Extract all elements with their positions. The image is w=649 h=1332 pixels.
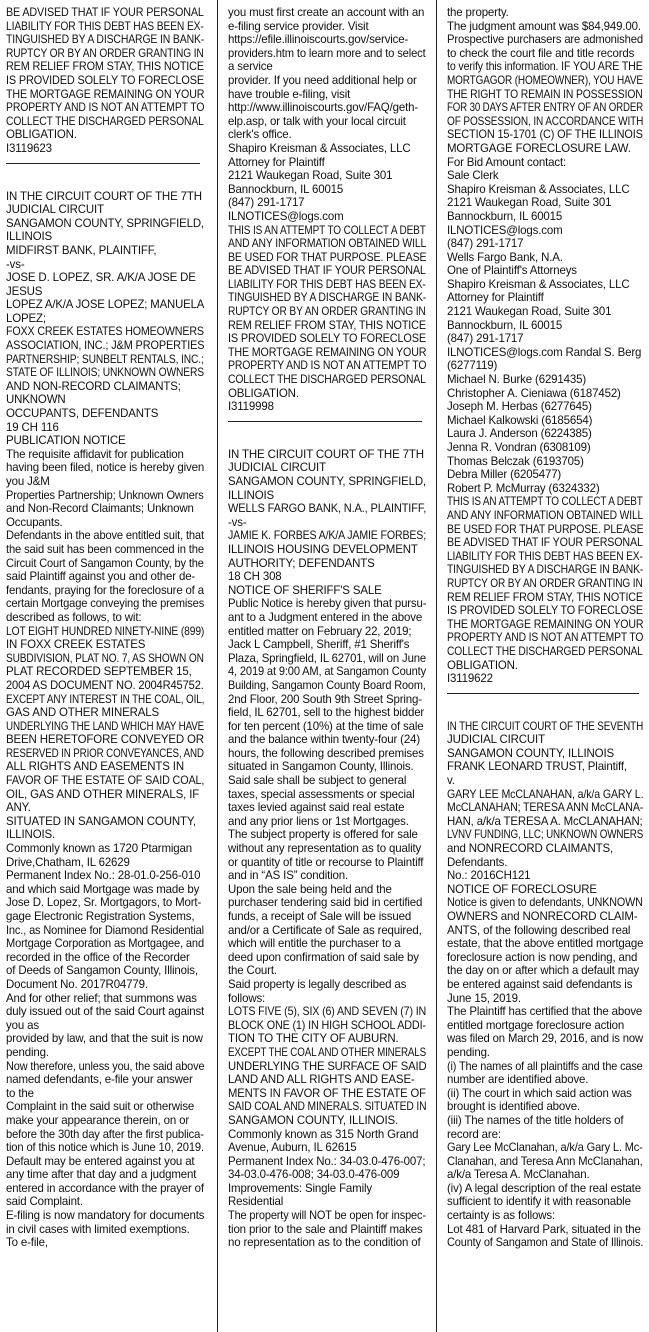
text-line: in civil cases with limited exemptions. (6, 1222, 190, 1236)
text-line: gage Electronic Registration Systems, (6, 910, 195, 923)
text-line: and any prior liens or 1st Mortgages. (228, 814, 409, 828)
text-line: BE USED FOR THAT PURPOSE. PLEASE (447, 522, 644, 536)
text-line: (847) 291-1717 (447, 332, 524, 346)
text-line: record are: (447, 1127, 501, 1141)
text-line: before the 30th day after the first publica- (6, 1127, 204, 1141)
text-line: GAS AND OTHER MINERALS (6, 706, 160, 720)
text-line: Commonly known as 315 North Grand (228, 1127, 419, 1141)
text-line: Attorney for Plaintiff (447, 291, 544, 305)
text-line: ANY. (6, 801, 31, 815)
text-line: IN FOXX CREEK ESTATES (6, 638, 146, 652)
text-line: ant to a Judgment entered in the above (228, 610, 423, 624)
text-line: McCLANAHAN; TERESA ANN McCLANA- (447, 801, 644, 815)
text-line: https://efile.illinoiscourts.gov/service- (228, 33, 409, 47)
text-line: to the (6, 1086, 34, 1100)
text-line: Permanent Index No.: 34-03.0-476-007; (228, 1154, 426, 1168)
text-line: purchaser tendering said bid in certified (228, 896, 423, 910)
text-line: (847) 291-1717 (447, 237, 524, 251)
text-line: 2121 Waukegan Road, Suite 301 (447, 196, 612, 210)
text-line: 34-03.0-476-008; 34-03.0-476-009 (228, 1168, 400, 1182)
text-line: and in “AS IS” condition. (228, 869, 349, 883)
text-line: certain Mortgage conveying the premises (6, 597, 205, 611)
text-line: REM RELIEF FROM STAY, THIS NOTICE (6, 60, 204, 74)
text-line: elp.asp, or talk with your local circuit (228, 114, 406, 128)
text-line: Circuit Court of Sangamon County, by the (6, 556, 204, 570)
text-line: TINGUISHED BY A DISCHARGE IN BANK- (228, 291, 427, 305)
column-3 (447, 6, 645, 1332)
text-line: IN THE CIRCUIT COURT OF THE 7TH (6, 189, 202, 203)
text-line: -vs- (6, 257, 25, 271)
text-line: JUDICIAL CIRCUIT (447, 733, 545, 747)
text-line: ILLINOIS HOUSING DEVELOPMENT (228, 542, 418, 556)
text-line: County of Sangamon and State of Illinois. (447, 1236, 644, 1250)
text-line: Prospective purchasers are admonished (447, 33, 643, 47)
text-line: FRANK LEONARD TRUST, Plaintiff, (447, 760, 627, 774)
text-line: UNDERLYING THE LAND WHICH MAY HAVE (6, 719, 205, 733)
text-line: a/k/a Teresa A. McClanahan. (447, 1168, 590, 1182)
text-line: 2121 Waukegan Road, Suite 301 (228, 169, 393, 183)
text-line: entitled matter on February 22, 2019; (228, 624, 412, 638)
text-line: SANGAMON COUNTY, ILLINOIS. (228, 1113, 399, 1127)
text-line: For Bid Amount contact: (447, 155, 567, 169)
text-line: 19 CH 116 (6, 420, 59, 434)
text-line: Drive,Chatham, IL 62629 (6, 855, 130, 869)
text-line: SANGAMON COUNTY, SPRINGFIELD, (228, 475, 426, 488)
text-line: was filed on March 29, 2016, and is now (447, 1032, 644, 1046)
text-line: THIS IS AN ATTEMPT TO COLLECT A DEBT (228, 223, 426, 237)
text-line: RESERVED IN PRIOR CONVEYANCES, AND (6, 746, 204, 760)
text-line: OIL, GAS AND OTHER MINERALS, IF (6, 787, 200, 801)
text-line: follows: (228, 991, 266, 1005)
text-line: IS PROVIDED SOLELY TO FORECLOSE (447, 604, 643, 618)
text-line: be entered against said defendants is (447, 977, 633, 991)
text-line: LIABILITY FOR THIS DEBT HAS BEEN EX- (228, 277, 426, 291)
text-line: June 15, 2019. (447, 991, 521, 1005)
text-line: Document No. 2017R04779. (6, 977, 148, 991)
text-line: LOPEZ; (6, 311, 46, 325)
text-line: LOTS FIVE (5), SIX (6) AND SEVEN (7) IN (228, 1005, 427, 1019)
text-line: OCCUPANTS, DEFENDANTS (6, 407, 159, 421)
text-line: Sale Clerk (447, 169, 499, 183)
text-line: ILLINOIS (228, 488, 275, 502)
notice-continuation-judgment (447, 6, 645, 686)
notice-publication-midfirst-bank (6, 190, 206, 1250)
text-line: pending. (447, 1045, 490, 1059)
text-line: LIABILITY FOR THIS DEBT HAS BEEN EX- (6, 19, 204, 33)
text-line: ALL RIGHTS AND EASEMENTS IN (6, 760, 184, 774)
column-divider (436, 0, 437, 1332)
column-2 (228, 6, 428, 1332)
text-line: BLOCK ONE (1) IN HIGH SCHOOL ADDI- (228, 1018, 426, 1032)
text-line: Commonly known as 1720 Ptarmigan (6, 842, 193, 856)
text-line: And for other relief; that summons was (6, 991, 197, 1005)
text-line: TINGUISHED BY A DISCHARGE IN BANK- (447, 563, 644, 577)
text-line: Now therefore, unless you, the said above (6, 1059, 205, 1073)
text-line: Inc., as Nominee for Diamond Residential (6, 923, 204, 937)
text-line: JAMIE K. FORBES A/K/A JAMIE FORBES; (228, 529, 427, 543)
text-line: GARY LEE McCLANAHAN, a/k/a GARY L. (447, 787, 644, 801)
text-line: Debra Miller (6205477) (447, 468, 562, 482)
text-line: providers.htm to learn more and to select (228, 46, 426, 60)
text-line: ILLINOIS (6, 230, 53, 244)
text-line: SECTION 15-1701 (C) OF THE ILLINOIS (447, 128, 643, 142)
text-line: UNKNOWN (6, 393, 66, 407)
text-line: Michael Kalkowski (6185654) (447, 413, 593, 427)
text-line: Occupants. (6, 515, 63, 529)
text-line: LOT EIGHT HUNDRED NINETY-NINE (899) (6, 624, 205, 638)
text-line: NOTICE OF SHERIFF'S SALE (228, 583, 382, 597)
text-line: Defendants. (447, 855, 508, 869)
text-line: and Non-Record Claimants; Unknown (6, 502, 194, 516)
text-line: To e-file, (6, 1236, 48, 1250)
text-line: 2121 Waukegan Road, Suite 301 (447, 305, 612, 319)
text-line: IN THE CIRCUIT COURT OF THE 7TH (228, 447, 424, 461)
text-line: the property. (447, 6, 509, 19)
text-line: ASSOCIATION, INC.; J&M PROPERTIES (6, 339, 205, 353)
text-line: IN THE CIRCUIT COURT OF THE SEVENTH (447, 719, 644, 733)
text-line: Said property is legally described as (228, 977, 407, 991)
text-line: hours, the following described premises (228, 746, 424, 760)
text-line: BE ADVISED THAT IF YOUR PERSONAL (228, 264, 426, 278)
text-line: Shapiro Kreisman & Associates, LLC (447, 277, 630, 291)
text-line: you as (6, 1018, 39, 1032)
text-line: AND ANY INFORMATION OBTAINED WILL (228, 237, 427, 251)
notice-sheriffs-sale-wells-fargo (228, 448, 428, 1250)
text-line: you J&M (6, 475, 50, 488)
text-line: No.: 2016CH121 (447, 869, 531, 883)
text-line: clerk's office. (228, 128, 292, 142)
text-line: SAID COAL AND MINERALS. SITUATED IN (228, 1100, 427, 1114)
text-line: deed upon confirmation of said sale by (228, 950, 419, 964)
text-line: Thomas Belczak (6193705) (447, 454, 584, 468)
text-line: REM RELIEF FROM STAY, THIS NOTICE (228, 318, 426, 332)
text-line: OWNERS and NONRECORD CLAIM- (447, 910, 638, 923)
text-line: EXCEPT ANY INTEREST IN THE COAL, OIL, (6, 692, 205, 706)
text-line: One of Plaintiff's Attorneys (447, 264, 577, 278)
text-line: Joseph M. Herbas (6277645) (447, 400, 592, 414)
text-line: provided by law, and that the suit is now (6, 1032, 203, 1046)
text-line: (i) The names of all plaintiffs and the case (447, 1059, 643, 1073)
text-line: Michael N. Burke (6291435) (447, 373, 587, 387)
text-line: Clanahan, and Teresa Ann McClanahan, (447, 1154, 643, 1168)
text-line: Laura J. Anderson (6224385) (447, 427, 592, 441)
text-line: FOR 30 DAYS AFTER ENTRY OF AN ORDER (447, 101, 644, 115)
text-line: field, IL 62701, sell to the highest bidder (228, 706, 425, 720)
text-line: Bannockburn, IL 60015 (228, 182, 344, 196)
text-line: entitled mortgage foreclosure action (447, 1018, 625, 1032)
text-line: SITUATED IN SANGAMON COUNTY, (6, 814, 196, 828)
text-line: HAN, a/k/a TERESA A. McCLANAHAN; (447, 814, 643, 828)
text-line: brought is identified above. (447, 1100, 581, 1114)
text-line: Upon the sale being held and the (228, 882, 392, 896)
text-line: Bannockburn, IL 60015 (447, 209, 563, 223)
text-line: BE ADVISED THAT IF YOUR PERSONAL (6, 6, 204, 19)
text-line: Shapiro Kreisman & Associates, LLC (228, 141, 411, 155)
text-line: AND NON-RECORD CLAIMANTS; (6, 379, 181, 393)
text-line: and which said Mortgage was made by (6, 882, 200, 896)
text-line: any time after that day and a judgment (6, 1168, 197, 1182)
notice-separator (6, 163, 200, 164)
text-line: I3119622 (447, 672, 493, 686)
text-line: Mortgage Corporation as Mortgagee, and (6, 937, 204, 951)
column-divider (217, 0, 218, 1332)
text-line: and the balance within twenty-four (24) (228, 733, 420, 747)
text-line: THE RIGHT TO REMAIN IN POSSESSION (447, 87, 643, 101)
text-line: OBLIGATION. (228, 386, 299, 400)
text-line: sufficient to identify it with reasonable (447, 1195, 631, 1209)
text-line: number are identified above. (447, 1073, 589, 1087)
text-line: v. (447, 774, 455, 788)
text-line: said Complaint. (6, 1195, 83, 1209)
text-line: Jose D. Lopez, Sr. Mortgagors, to Mort- (6, 896, 202, 910)
text-line: LOPEZ A/K/A JOSE LOPEZ; MANUELA (6, 298, 205, 312)
text-line: (iv) A legal description of the real estate (447, 1181, 641, 1195)
text-line: THIS IS AN ATTEMPT TO COLLECT A DEBT (447, 495, 643, 509)
notice-tail-disclaimer (6, 6, 206, 156)
text-line: Jack L Campbell, Sheriff, #1 Sheriff's (228, 638, 410, 652)
text-line: COLLECT THE DISCHARGED PERSONAL (6, 114, 204, 128)
text-line: Gary Lee McClanahan, a/k/a Gary L. Mc- (447, 1141, 643, 1155)
text-line: Avenue, Auburn, IL 62615 (228, 1141, 357, 1155)
text-line: E-filing is now mandatory for documents (6, 1209, 205, 1223)
text-line: MORTGAGE FORECLOSURE LAW. (447, 141, 631, 155)
text-line: the day on or after which a default may (447, 964, 639, 978)
text-line: PLAT RECORDED SEPTEMBER 15, (6, 665, 192, 679)
text-line: recorded in the office of the Recorder (6, 950, 190, 964)
text-line: NOTICE OF FORECLOSURE (447, 882, 597, 896)
text-line: PROPERTY AND IS NOT AN ATTEMPT TO (228, 359, 427, 373)
text-line: to verify this information. IF YOU ARE THE (447, 60, 643, 74)
text-line: RUPTCY OR BY AN ORDER GRANTING IN (6, 46, 204, 60)
text-line: Said sale shall be subject to general (228, 774, 407, 788)
text-line: ILLINOIS. (6, 828, 56, 842)
text-line: OBLIGATION. (447, 658, 518, 672)
notice-foreclosure-frank-leonard-trust (447, 720, 645, 1250)
text-line: certainty is as follows: (447, 1209, 556, 1223)
text-line: LAND AND ALL RIGHTS AND EASE- (228, 1073, 415, 1087)
text-line: BE USED FOR THAT PURPOSE. PLEASE (228, 250, 427, 264)
text-line: THE MORTGAGE REMAINING ON YOUR (447, 617, 644, 631)
text-line: Bannockburn, IL 60015 (447, 318, 563, 332)
text-line: FOXX CREEK ESTATES HOMEOWNERS (6, 325, 204, 339)
text-line: fendants, praying for the foreclosure of a (6, 583, 204, 597)
text-line: Robert P. McMurray (6324332) (447, 481, 600, 495)
text-line: Permanent Index No.: 28-01.0-256-010 (6, 869, 201, 883)
text-line: 4, 2019 at 9:00 AM, at Sangamon County (228, 665, 426, 679)
text-line: taxes levied against said real estate (228, 801, 405, 815)
text-line: and/or a Certificate of Sale as required, (228, 923, 422, 937)
notice-separator (228, 421, 422, 422)
text-line: The Plaintiff has certified that the above (447, 1005, 643, 1019)
text-line: or quantity of title or recourse to Plaintiff (228, 855, 424, 869)
text-line: a service (228, 60, 273, 74)
text-line: BE ADVISED THAT IF YOUR PERSONAL (447, 536, 643, 550)
text-line: The requisite affidavit for publication (6, 447, 184, 461)
text-line: ILNOTICES@logs.com (228, 209, 344, 223)
text-line: -vs- (228, 515, 247, 529)
text-line: have trouble e-filing, visit (228, 87, 351, 101)
text-line: PROPERTY AND IS NOT AN ATTEMPT TO (447, 631, 644, 645)
text-line: 2nd Floor, 200 South 9th Street Spring- (228, 692, 422, 706)
text-line: I3119623 (6, 141, 52, 155)
text-line: which will entitle the purchaser to a (228, 937, 401, 951)
text-line: COLLECT THE DISCHARGED PERSONAL (228, 373, 426, 387)
text-line: entered in accordance with the prayer of (6, 1181, 204, 1195)
text-line: JOSE D. LOPEZ, SR. A/K/A JOSE DE (6, 271, 196, 285)
text-line: THE MORTGAGE REMAINING ON YOUR (6, 87, 205, 101)
text-line: for ten percent (10%) at the time of sale (228, 719, 424, 733)
text-line: http://www.illinoiscourts.gov/FAQ/geth- (228, 101, 419, 115)
text-line: (847) 291-1717 (228, 196, 305, 210)
text-line: 18 CH 308 (228, 570, 282, 584)
text-line: JUDICIAL CIRCUIT (228, 461, 326, 475)
text-line: BEEN HERETOFORE CONVEYED OR (6, 733, 204, 747)
text-line: without any representation as to quality (228, 842, 422, 856)
text-line: ANTS, of the following described real (447, 923, 631, 937)
text-line: IS PROVIDED SOLELY TO FORECLOSE (228, 332, 426, 346)
text-line: e-filing service provider. Visit (228, 19, 369, 33)
text-line: COLLECT THE DISCHARGED PERSONAL (447, 644, 643, 658)
text-line: of Deeds of Sangamon County, Illinois, (6, 964, 198, 978)
text-line: taxes, special assessments or special (228, 787, 415, 801)
text-line: (ii) The court in which said action was (447, 1086, 632, 1100)
text-line: OBLIGATION. (6, 128, 77, 142)
text-line: PARTNERSHIP; SUNBELT RENTALS, INC.; (6, 352, 204, 366)
text-line: Christopher A. Cieniawa (6187452) (447, 386, 621, 400)
text-line: Lot 481 of Harvard Park, situated in the (447, 1222, 641, 1236)
text-line: tion of this notice which is June 10, 2019. (6, 1141, 204, 1155)
text-line: MENTS IN FAVOR OF THE ESTATE OF (228, 1086, 426, 1100)
text-line: The subject property is offered for sale (228, 828, 418, 842)
notice-continuation-efiling (228, 6, 428, 414)
text-line: funds, a receipt of Sale will be issued (228, 910, 412, 923)
text-line: JUDICIAL CIRCUIT (6, 203, 104, 217)
text-line: Shapiro Kreisman & Associates, LLC (447, 182, 630, 196)
text-line: RUPTCY OR BY AN ORDER GRANTING IN (447, 576, 643, 590)
text-line: TINGUISHED BY A DISCHARGE IN BANK- (6, 33, 205, 47)
text-line: Public Notice is hereby given that pursu- (228, 597, 427, 611)
text-line: THE MORTGAGE REMAINING ON YOUR (228, 345, 427, 359)
text-line: and NONRECORD CLAIMANTS, (447, 842, 614, 856)
text-line: 2004 AS DOCUMENT NO. 2004R45752. (6, 678, 204, 692)
text-line: OF POSSESSION, IN ACCORDANCE WITH (447, 114, 644, 128)
text-line: Plaza, Springfield, IL 62701, will on June (228, 651, 427, 665)
text-line: the said suit has been commenced in the (6, 542, 204, 556)
text-line: pending. (6, 1045, 49, 1059)
text-line: Attorney for Plaintiff (228, 155, 325, 169)
text-line: having been filed, notice is hereby given (6, 461, 205, 475)
text-line: JESUS (6, 284, 43, 298)
text-line: UNDERLYING THE SURFACE OF SAID (228, 1059, 427, 1073)
text-line: Default may be entered against you at (6, 1154, 195, 1168)
text-line: the Court. (228, 964, 277, 978)
text-line: STATE OF ILLINOIS; UNKNOWN OWNERS (6, 366, 204, 380)
text-line: LIABILITY FOR THIS DEBT HAS BEEN EX- (447, 549, 643, 563)
text-line: estate, that the above entitled mortgage (447, 937, 644, 951)
text-line: SANGAMON COUNTY, SPRINGFIELD, (6, 216, 204, 230)
text-line: LVNV FUNDING, LLC; UNKNOWN OWNERS (447, 828, 644, 842)
text-line: PROPERTY AND IS NOT AN ATTEMPT TO (6, 101, 205, 115)
text-line: RUPTCY OR BY AN ORDER GRANTING IN (228, 305, 426, 319)
text-line: no representation as to the condition of (228, 1236, 421, 1250)
text-line: MIDFIRST BANK, PLAINTIFF, (6, 243, 157, 257)
text-line: AND ANY INFORMATION OBTAINED WILL (447, 508, 644, 522)
text-line: SANGAMON COUNTY, ILLINOIS (447, 746, 614, 760)
text-line: you must first create an account with an (228, 6, 425, 19)
text-line: I3119998 (228, 400, 274, 414)
text-line: said Plaintiff against you and other de- (6, 570, 196, 584)
text-line: Building, Sangamon County Board Room, (228, 678, 426, 692)
text-line: duly issued out of the said Court against (6, 1005, 205, 1019)
text-line: Complaint in the said suit or otherwise (6, 1100, 195, 1114)
text-line: The property will NOT be open for inspec- (228, 1209, 426, 1223)
text-line: ILNOTICES@logs.com Randal S. Berg (447, 345, 642, 359)
text-line: Wells Fargo Bank, N.A. (447, 250, 563, 264)
text-line: (6277119) (447, 359, 498, 373)
text-line: REM RELIEF FROM STAY, THIS NOTICE (447, 590, 643, 604)
text-line: Notice is given to defendants, UNKNOWN (447, 896, 643, 910)
text-line: MORTGAGOR (HOMEOWNER), YOU HAVE (447, 73, 643, 87)
text-line: make your appearance therein, on or (6, 1113, 190, 1127)
text-line: SUBDIVISION, PLAT NO. 7, AS SHOWN ON (6, 651, 204, 665)
text-line: PUBLICATION NOTICE (6, 434, 126, 448)
text-line: (iii) The names of the title holders of (447, 1113, 624, 1127)
text-line: to check the court file and title records (447, 46, 635, 60)
text-line: FAVOR OF THE ESTATE OF SAID COAL, (6, 774, 205, 788)
text-line: tion prior to the sale and Plaintiff makes (228, 1222, 423, 1236)
text-line: Improvements: Single Family (228, 1181, 372, 1195)
text-line: Residential (228, 1195, 284, 1209)
text-line: IS PROVIDED SOLELY TO FORECLOSE (6, 73, 204, 87)
text-line: Properties Partnership; Unknown Owners (6, 488, 204, 502)
text-line: Jenna R. Vondran (6308109) (447, 441, 591, 454)
text-line: TION TO THE CITY OF AUBURN. (228, 1032, 399, 1046)
text-line: The judgment amount was $84,949.00. (447, 19, 641, 33)
text-line: ILNOTICES@logs.com (447, 223, 563, 237)
text-line: Defendants in the above entitled suit, that (6, 529, 204, 543)
text-line: named defendants, e-file your answer (6, 1073, 193, 1087)
text-line: situated in Sangamon County, Illinois. (228, 760, 414, 774)
text-line: AUTHORITY; DEFENDANTS (228, 556, 375, 570)
notice-separator (447, 693, 639, 694)
text-line: WELLS FARGO BANK, N.A., PLAINTIFF, (228, 502, 427, 516)
text-line: EXCEPT THE COAL AND OTHER MINERALS (228, 1045, 427, 1059)
text-line: provider. If you need additional help or (228, 73, 417, 87)
column-1 (6, 6, 206, 1332)
text-line: foreclosure action is now pending, and (447, 950, 638, 964)
text-line: described as follows, to wit: (6, 610, 142, 624)
